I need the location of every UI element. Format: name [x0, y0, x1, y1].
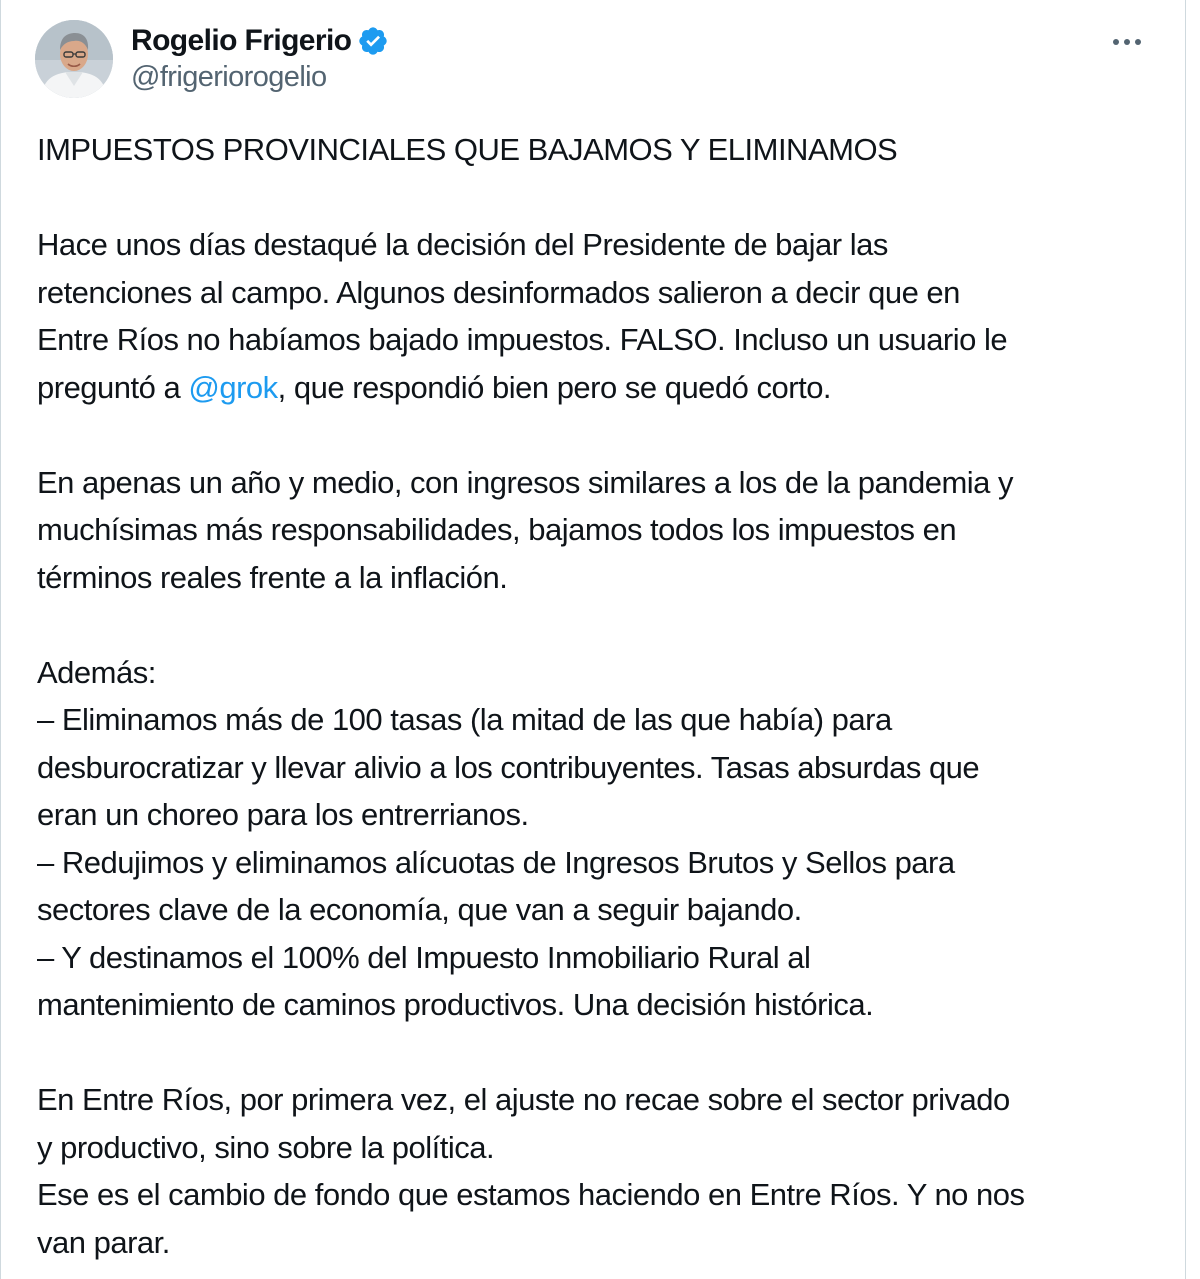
mention-link-grok[interactable]: @grok	[188, 369, 278, 405]
text-line: – Y destinamos el 100% del Impuesto Inmobiliario Rural al	[37, 939, 811, 975]
text-line: – Redujimos y eliminamos alícuotas de Ingresos Brutos y Sellos para	[37, 844, 955, 880]
text-line: Ese es el cambio de fondo que estamos haciendo en Entre Ríos. Y no nos	[37, 1177, 1025, 1212]
text-line: muchísimas más responsabilidades, bajamos todos los impuestos en	[37, 512, 957, 547]
avatar-photo	[35, 20, 113, 98]
text-line: En apenas un año y medio, con ingresos similares a los de la pandemia y	[37, 464, 1014, 500]
text-line	[37, 364, 1157, 412]
text-line: Hace unos días destaqué la decisión del Presidente de bajar las	[37, 227, 888, 262]
text-line: En Entre Ríos, por primera vez, el ajuste no recae sobre el sector privado	[37, 1082, 1010, 1117]
text-line: y productivo, sino sobre la política.	[37, 1129, 495, 1165]
text-line: mantenimiento de caminos productivos. Una decisión histórica.	[37, 987, 874, 1022]
avatar[interactable]	[35, 20, 113, 98]
text-line: – Eliminamos más de 100 tasas (la mitad de las que había) para	[37, 702, 892, 737]
text-line: términos reales frente a la inflación.	[37, 559, 508, 595]
text-segment: preguntó a	[37, 369, 189, 405]
text-segment: , que respondió bien pero se quedó corto.	[277, 369, 832, 405]
more-dots-icon	[1112, 38, 1142, 46]
verified-badge-icon[interactable]	[357, 25, 389, 57]
text-line: Además:	[37, 654, 156, 690]
author-handle[interactable]: @frigeriorogelio	[131, 61, 327, 93]
tweet-title: IMPUESTOS PROVINCIALES QUE BAJAMOS Y ELIMINAMOS	[37, 132, 898, 167]
text-line: retenciones al campo. Algunos desinformados salieron a decir que en	[37, 274, 960, 310]
text-line: desburocratizar y llevar alivio a los contribuyentes. Tasas absurdas que	[37, 749, 980, 785]
name-row	[131, 22, 931, 60]
tweet-text	[37, 126, 1157, 1266]
text-line: Entre Ríos no habíamos bajado impuestos. FALSO. Incluso un usuario le	[37, 322, 1008, 357]
paragraph-gap	[37, 601, 1157, 649]
paragraph-gap	[37, 411, 1157, 459]
text-line: eran un choreo para los entrerrianos.	[37, 797, 529, 832]
display-name[interactable]: Rogelio Frigerio	[131, 24, 352, 57]
text-line: sectores clave de la economía, que van a seguir bajando.	[37, 892, 802, 927]
author-identity	[131, 22, 931, 94]
text-line: van parar.	[37, 1224, 170, 1260]
paragraph-gap	[37, 1029, 1157, 1077]
more-options-button[interactable]	[1107, 28, 1147, 56]
tweet-header	[35, 18, 1165, 102]
paragraph-gap	[37, 174, 1157, 222]
